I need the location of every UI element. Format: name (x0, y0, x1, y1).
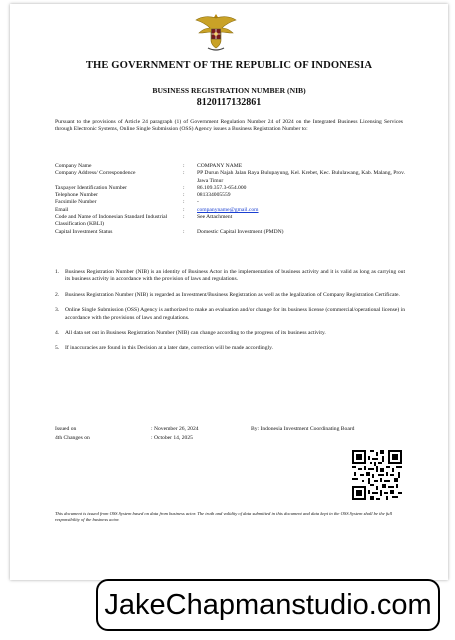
issue-block (55, 425, 405, 442)
item-text: Online Single Submission (OSS) Agency is authorized to make an evaluation and/or change for its business license (commercial/operational license) in accordance with the provisions of laws and regulations. (65, 307, 405, 321)
issuer-label: By: Indonesia Investment Coordinating Board (251, 426, 355, 432)
item-number: 3. (55, 307, 60, 314)
field-label: Company Address/ Correspondence (55, 170, 136, 177)
field-colon: : (183, 192, 185, 199)
field-label: Email (55, 206, 69, 213)
field-row-company-address (55, 170, 405, 185)
item-number: 4. (55, 330, 60, 337)
list-item (55, 307, 405, 322)
field-value: COMPANY NAME (197, 163, 243, 169)
document-page (10, 4, 448, 580)
field-colon: : (183, 214, 185, 221)
footnote: This document is issued from OSS System based on data from business actor. The truth and validity of data submitted in this document and data kept in the OSS System shall be the full responsibility of the business actor. (55, 511, 393, 522)
field-colon: : (183, 170, 185, 177)
company-details (55, 163, 405, 236)
field-value: PP Durun Najah Jalan Raya Bulupayung, Kel. Krebet, Kec. Bululawang, Kab. Malang, Prov. Jawa Timur (197, 170, 405, 184)
field-row-capital-status (55, 229, 405, 236)
field-row-email (55, 207, 405, 214)
provisions-list (55, 269, 405, 353)
item-number: 2. (55, 291, 60, 298)
field-value: 86.109.357.3-654.000 (197, 184, 247, 191)
changes-label: 4th Changes on (55, 434, 90, 441)
field-colon: : (183, 163, 185, 169)
field-label: Capital Investment Status (55, 228, 113, 235)
issued-on-label: Issued on (55, 426, 77, 432)
issued-on-row (55, 425, 405, 434)
changes-value: : October 14, 2025 (151, 434, 193, 441)
qr-code-icon (352, 450, 402, 500)
item-number: 1. (55, 269, 60, 275)
watermark-banner: JakeChapmanstudio.com (96, 579, 440, 631)
list-item (55, 330, 405, 337)
intro-paragraph: Pursuant to the provisions of Article 24 paragraph (1) of Government Regulation Number 24 of 2024 on the Integrated Business Licensing Services through Electronic Systems, Online Single Submission (OSS) Agency issues a Business Registration Number to: (55, 119, 403, 133)
item-number: 5. (55, 345, 60, 352)
field-row-taxpayer-id (55, 185, 405, 192)
item-text: Business Registration Number (NIB) is regarded as Investment/Business Registration as well as the legalization of Company Registration Certificate. (65, 291, 400, 298)
garuda-emblem-icon (194, 10, 238, 54)
field-label: Facsimile Number (55, 199, 97, 206)
field-row-telephone (55, 192, 405, 199)
item-text: All data set out in Business Registration Number (NIB) can change according to the progress of its business activity. (65, 330, 326, 337)
field-value: See Attachment (197, 214, 233, 221)
field-label: Company Name (55, 163, 92, 169)
item-text: Business Registration Number (NIB) is an identity of Business Actor in the implementation of business activity and it is valid as long as carrying out its business activity in accordance with the provision of laws and regulations. (65, 269, 405, 283)
field-value: - (197, 199, 199, 206)
field-row-company-name (55, 163, 405, 170)
field-row-facsimile (55, 199, 405, 206)
field-label: Telephone Number (55, 192, 98, 199)
item-text: If inaccuracies are found in this Decision at a later date, correction will be made accordingly. (65, 345, 273, 352)
list-item (55, 269, 405, 284)
field-label: Taxpayer Identification Number (55, 184, 127, 191)
field-colon: : (183, 206, 185, 213)
field-colon: : (183, 184, 185, 191)
document-title: BUSINESS REGISTRATION NUMBER (NIB) (152, 86, 306, 95)
field-colon: : (183, 199, 185, 206)
field-value: Domestic Capital Investment (PMDN) (197, 228, 284, 235)
field-label: Code and Name of Indonesian Standard Industrial Classification (KBLI) (55, 214, 168, 228)
government-title: THE GOVERNMENT OF THE REPUBLIC OF INDONESIA (85, 60, 373, 71)
list-item (55, 292, 405, 299)
email-link[interactable]: companyname@gmail.com (197, 206, 259, 213)
field-colon: : (183, 228, 185, 235)
list-item (55, 345, 405, 352)
field-value: 081334005559 (197, 192, 231, 199)
field-row-kbli (55, 214, 405, 229)
nib-number: 8120117132861 (196, 97, 262, 108)
issued-on-value: : November 26, 2024 (151, 426, 199, 432)
changes-row (55, 434, 405, 443)
